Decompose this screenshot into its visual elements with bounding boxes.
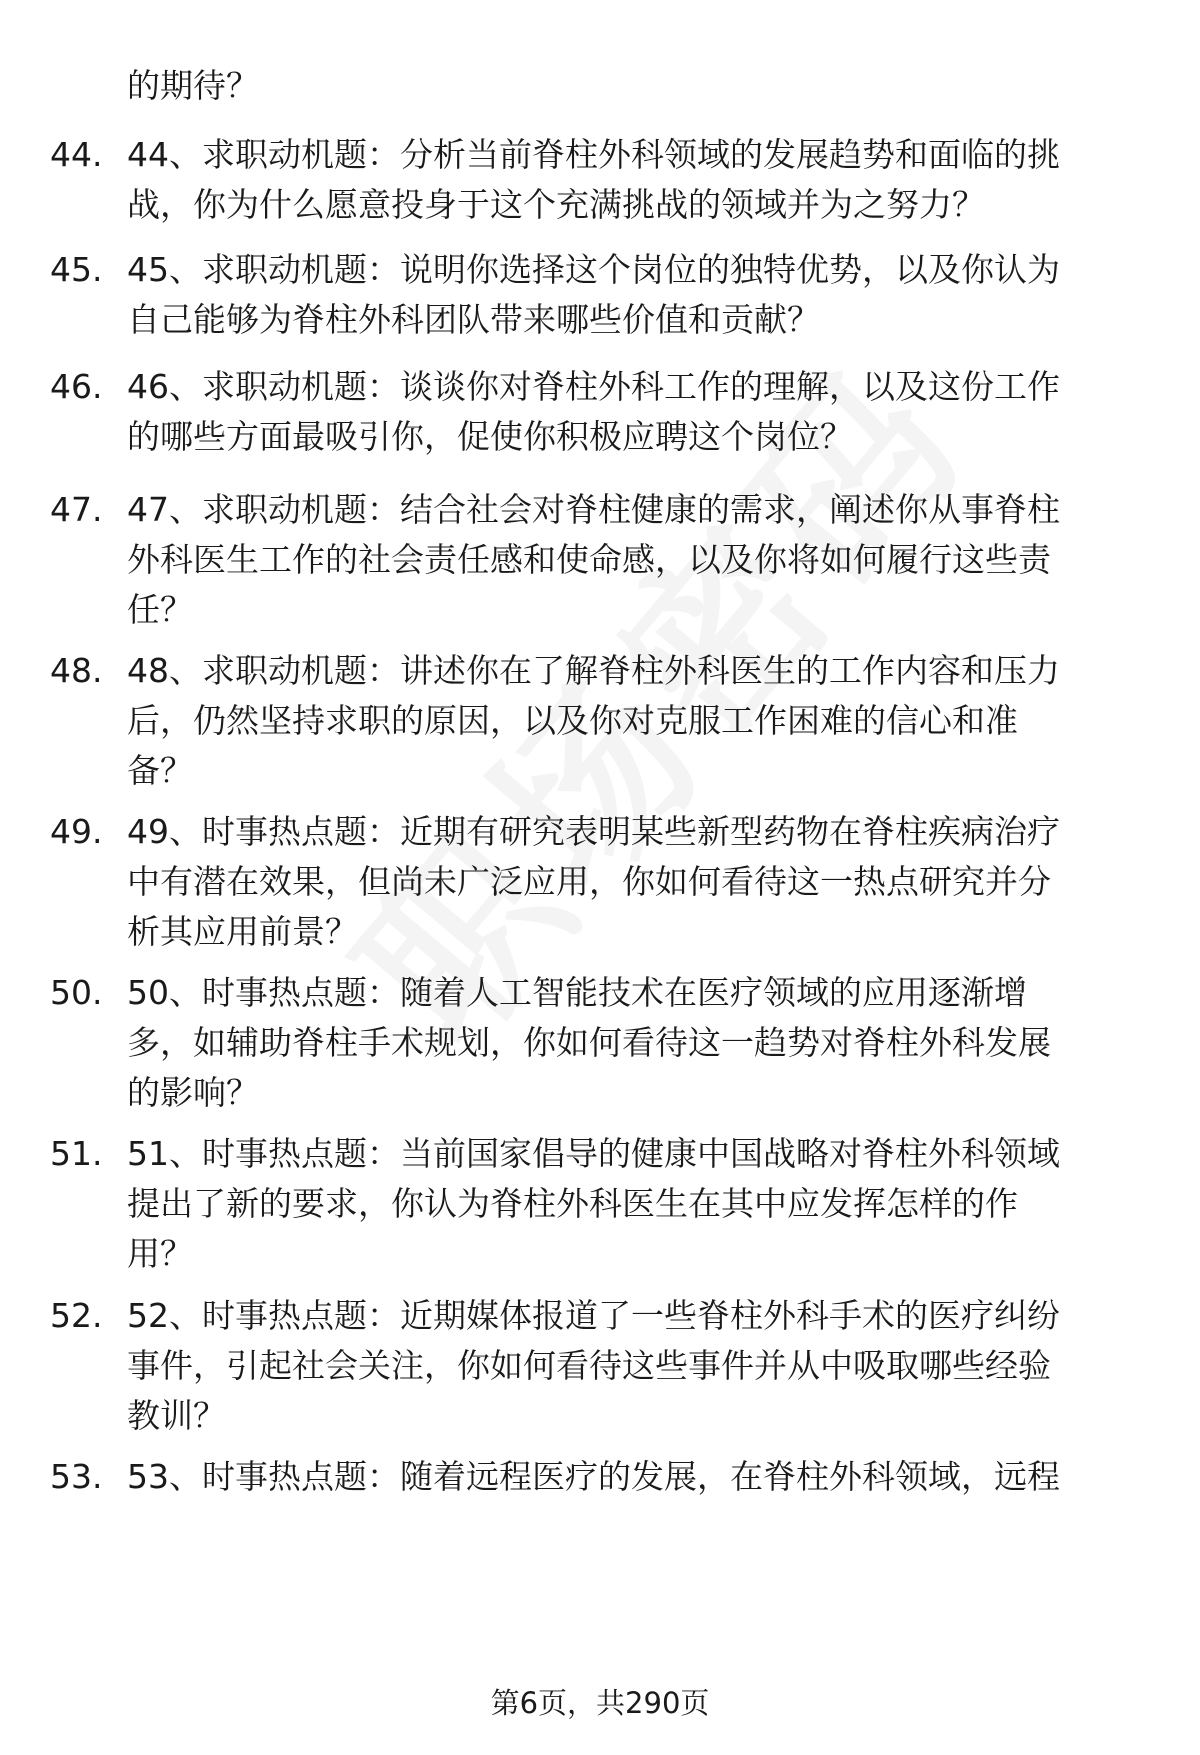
list-item — [50, 646, 1150, 796]
item-text-line: 的影响？ — [127, 1073, 259, 1112]
list-item — [50, 485, 1150, 635]
item-text — [127, 130, 1147, 230]
item-text-line: 47、求职动机题：结合社会对脊柱健康的需求，阐述你从事脊柱 — [127, 490, 1060, 529]
item-text-line: 多，如辅助脊柱手术规划，你如何看待这一趋势对脊柱外科发展 — [127, 1023, 1051, 1062]
item-text-line: 用？ — [127, 1234, 193, 1273]
list-item — [50, 1291, 1150, 1441]
item-text — [127, 485, 1147, 635]
item-text-line: 外科医生工作的社会责任感和使命感，以及你将如何履行这些责 — [127, 540, 1051, 579]
item-number: 52. — [50, 1296, 103, 1335]
list-item — [50, 1129, 1150, 1279]
item-text-line: 自己能够为脊柱外科团队带来哪些价值和贡献？ — [127, 300, 820, 339]
item-text — [127, 807, 1147, 957]
item-text-line: 53、时事热点题：随着远程医疗的发展，在脊柱外科领域，远程 — [127, 1457, 1060, 1496]
item-text-line: 46、求职动机题：谈谈你对脊柱外科工作的理解，以及这份工作 — [127, 367, 1060, 406]
item-text-line: 备？ — [127, 751, 193, 790]
item-text-line: 提出了新的要求，你认为脊柱外科医生在其中应发挥怎样的作 — [127, 1184, 1018, 1223]
list-item — [50, 362, 1150, 462]
item-number: 49. — [50, 812, 103, 851]
item-number: 44. — [50, 135, 103, 174]
item-text-line: 44、求职动机题：分析当前脊柱外科领域的发展趋势和面临的挑 — [127, 135, 1060, 174]
list-item — [50, 245, 1150, 345]
item-text — [127, 1129, 1147, 1279]
item-number: 53. — [50, 1457, 103, 1496]
continuation-text: 的期待？ — [127, 66, 259, 105]
item-text-line: 45、求职动机题：说明你选择这个岗位的独特优势，以及你认为 — [127, 250, 1060, 289]
item-text-line: 事件，引起社会关注，你如何看待这些事件并从中吸取哪些经验 — [127, 1346, 1051, 1385]
item-number: 47. — [50, 490, 103, 529]
item-text-line: 51、时事热点题：当前国家倡导的健康中国战略对脊柱外科领域 — [127, 1134, 1060, 1173]
item-text-line: 战，你为什么愿意投身于这个充满挑战的领域并为之努力？ — [127, 185, 985, 224]
item-number: 46. — [50, 367, 103, 406]
item-text-line: 52、时事热点题：近期媒体报道了一些脊柱外科手术的医疗纠纷 — [127, 1296, 1060, 1335]
item-text-line: 50、时事热点题：随着人工智能技术在医疗领域的应用逐渐增 — [127, 973, 1027, 1012]
list-item — [50, 968, 1150, 1118]
item-text — [127, 968, 1147, 1118]
page-footer: 第6页，共290页 — [490, 1686, 710, 1720]
item-number: 50. — [50, 973, 103, 1012]
list-item — [50, 130, 1150, 230]
item-text — [127, 646, 1147, 796]
item-text-line: 49、时事热点题：近期有研究表明某些新型药物在脊柱疾病治疗 — [127, 812, 1060, 851]
item-text — [127, 245, 1147, 345]
item-text-line: 后，仍然坚持求职的原因，以及你对克服工作困难的信心和准 — [127, 701, 1018, 740]
item-text — [127, 1452, 1147, 1502]
item-text — [127, 1291, 1147, 1441]
item-text-line: 的哪些方面最吸引你，促使你积极应聘这个岗位？ — [127, 417, 853, 456]
list-item — [50, 1452, 1150, 1502]
item-number: 48. — [50, 651, 103, 690]
item-text-line: 析其应用前景？ — [127, 912, 358, 951]
item-text-line: 48、求职动机题：讲述你在了解脊柱外科医生的工作内容和压力 — [127, 651, 1060, 690]
item-text-line: 教训？ — [127, 1396, 226, 1435]
item-text-line: 任？ — [127, 590, 193, 629]
item-number: 45. — [50, 250, 103, 289]
item-text — [127, 362, 1147, 462]
item-number: 51. — [50, 1134, 103, 1173]
item-text-line: 中有潜在效果，但尚未广泛应用，你如何看待这一热点研究并分 — [127, 862, 1051, 901]
list-item — [50, 807, 1150, 957]
